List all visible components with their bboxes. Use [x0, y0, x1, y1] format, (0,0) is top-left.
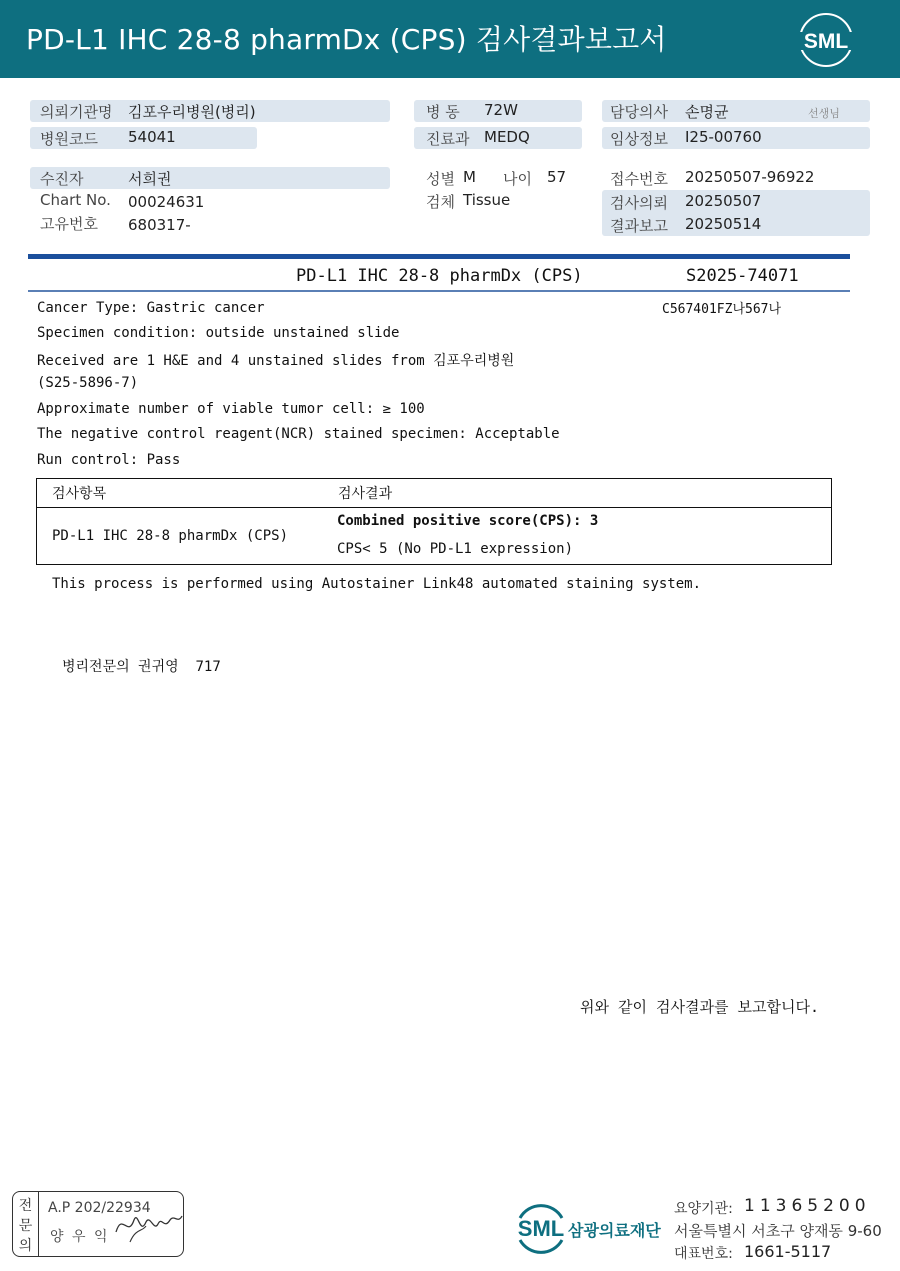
stamp-side-label: 전 문 의 [13, 1192, 39, 1256]
result-header-item: 검사항목 [52, 486, 107, 502]
closing-statement: 위와 같이 검사결과를 보고합니다. [580, 998, 819, 1016]
institution-no-label: 요양기관: [674, 1201, 733, 1217]
result-interpretation: CPS< 5 (No PD-L1 expression) [337, 541, 574, 557]
chart-value: 00024631 [128, 193, 205, 211]
section-code: C567401FZ나567나 [662, 302, 782, 317]
sex-label: 성별 [426, 170, 455, 188]
phone-label: 대표번호: [674, 1246, 733, 1262]
detail-line: Specimen condition: outside unstained slide [37, 325, 400, 341]
specimen-label: 검체 [426, 193, 455, 211]
request-value: 20250507 [685, 192, 762, 210]
sml-logo-icon [796, 10, 856, 70]
institution-no: 11365200 [744, 1196, 871, 1216]
phone-number: 1661-5117 [744, 1242, 832, 1261]
report-label: 결과보고 [610, 217, 668, 235]
result-table-header [37, 479, 831, 508]
detail-line: The negative control reagent(NCR) stained specimen: Acceptable [37, 426, 560, 442]
patient-name: 서희권 [128, 170, 172, 188]
patient-row [30, 167, 390, 189]
result-score: Combined positive score(CPS): 3 [337, 513, 599, 529]
detail-line: Run control: Pass [37, 452, 181, 468]
department-value: MEDQ [484, 128, 530, 146]
svg-text:SML: SML [517, 1216, 565, 1241]
ward-label: 병 동 [426, 103, 460, 121]
chart-label: Chart No. [40, 191, 111, 209]
receipt-label: 접수번호 [610, 170, 668, 188]
svg-text:SML: SML [803, 30, 849, 53]
process-note: This process is performed using Autostainer Link48 automated staining system. [52, 576, 702, 592]
age-label: 나이 [503, 170, 532, 188]
sex-value: M [463, 168, 476, 186]
detail-line: Received are 1 H&E and 4 unstained slides from 김포우리병원 [37, 353, 515, 369]
result-header-result: 검사결과 [338, 486, 393, 502]
pathologist-signature: 병리전문의 권귀영 717 [62, 659, 221, 675]
department-label: 진료과 [426, 130, 470, 148]
detail-line: Approximate number of viable tumor cell: ≥ 100 [37, 401, 425, 417]
report-header [0, 0, 900, 78]
hospital-code-value: 54041 [128, 128, 176, 146]
id-label: 고유번호 [40, 215, 98, 233]
stamp-license: A.P 202/22934 [48, 1200, 151, 1216]
patient-label: 수진자 [40, 170, 84, 188]
section-rule-thin [28, 290, 850, 292]
doctor-label: 담당의사 [610, 103, 668, 121]
section-title: PD-L1 IHC 28-8 pharmDx (CPS) [296, 266, 583, 286]
institution-value: 김포우리병원(병리) [128, 103, 256, 121]
detail-line: Cancer Type: Gastric cancer [37, 300, 265, 316]
result-item: PD-L1 IHC 28-8 pharmDx (CPS) [52, 528, 289, 544]
id-value: 680317- [128, 216, 191, 234]
sml-footer-logo-icon [510, 1200, 572, 1256]
ward-value: 72W [484, 101, 518, 119]
address: 서울특별시 서초구 양재동 9-60 [674, 1222, 882, 1240]
stamp-name: 양 우 익 [50, 1229, 110, 1245]
hospital-code-label: 병원코드 [40, 130, 98, 148]
doctor-suffix: 선생님 [808, 107, 840, 120]
receipt-value: 20250507-96922 [685, 168, 815, 186]
section-rule-thick [28, 254, 850, 259]
doctor-value: 손명균 [685, 103, 729, 121]
foundation-name: 삼광의료재단 [568, 1221, 661, 1240]
institution-label: 의뢰기관명 [40, 103, 113, 121]
request-label: 검사의뢰 [610, 194, 668, 212]
handwritten-signature-icon [112, 1202, 184, 1246]
section-number: S2025-74071 [686, 266, 799, 286]
detail-line: (S25-5896-7) [37, 375, 139, 391]
clinical-value: I25-00760 [685, 128, 762, 146]
clinical-label: 임상정보 [610, 130, 668, 148]
report-value: 20250514 [685, 215, 762, 233]
report-title: PD-L1 IHC 28-8 pharmDx (CPS) 검사결과보고서 [26, 23, 667, 56]
age-value: 57 [547, 168, 567, 186]
specimen-value: Tissue [463, 191, 511, 209]
